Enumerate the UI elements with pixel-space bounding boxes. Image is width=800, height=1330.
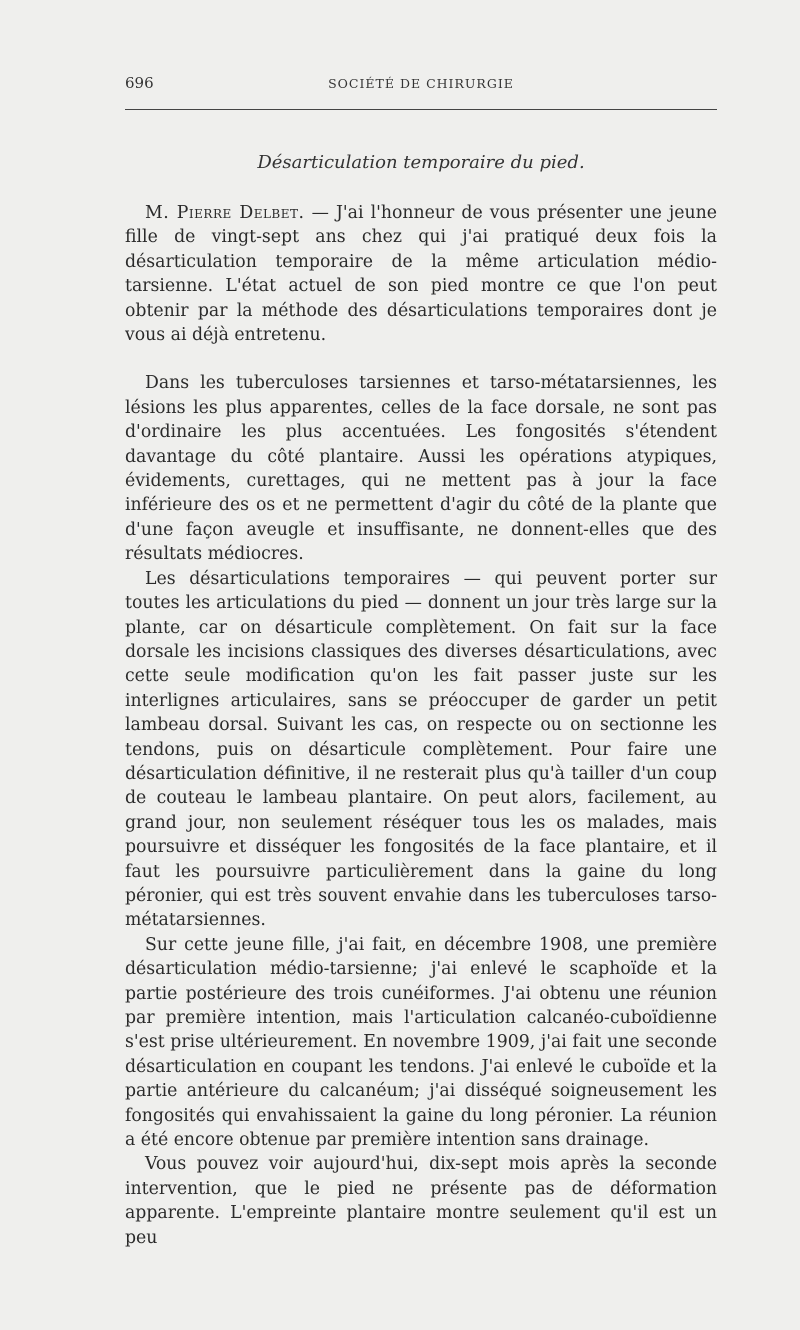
paragraph-5: Vous pouvez voir aujourd'hui, dix-sept mois après la seconde intervention, que le pied ne présente pas de déformation apparente. L'empreinte plantaire montre seulement qu'il est un peu (125, 1154, 717, 1248)
header-rule (125, 109, 717, 110)
page-number: 696 (125, 74, 154, 92)
paragraph-1 (125, 201, 717, 347)
body-text (125, 201, 717, 1250)
speaker-name: M. Pierre Delbet. (145, 203, 305, 223)
page-header (125, 74, 717, 96)
paragraph-4: Sur cette jeune fille, j'ai fait, en décembre 1908, une première désarticulation médio-tarsienne; j'ai enlevé le scaphoïde et la partie postérieure des trois cunéiformes. J'ai obtenu une réunion par première intention, mais l'articulation calcanéo-cuboïdienne s'est prise ultérieurement. En novembre 1909, j'ai fait une seconde désarticulation en coupant les tendons. J'ai enlevé le cuboïde et la partie antérieure du calcanéum; j'ai disséqué soigneusement les fongosités qui envahissaient la gaine du long péronier. La réunion a été encore obtenue par première intention sans drainage. (125, 934, 717, 1151)
running-head: SOCIÉTÉ DE CHIRURGIE (328, 76, 514, 91)
section-title: Désarticulation temporaire du pied. (257, 152, 585, 173)
paragraph-1-text: — J'ai l'honneur de vous présenter une jeune fille de vingt-sept ans chez qui j'ai pratiqué deux fois la désarticulation temporaire de la même articulation médio-tarsienne. L'état actuel de son pied montre ce que l'on peut obtenir par la méthode des désarticulations temporaires dont je vous ai déjà entretenu. (125, 203, 717, 346)
paragraph-3: Les désarticulations temporaires — qui peuvent porter sur toutes les articulations du pied — donnent un jour très large sur la plante, car on désarticule complètement. On fait sur la face dorsale les incisions classiques des diverses désarticulations, avec cette seule modification qu'on les fait passer juste sur les interlignes articulaires, sans se préoccuper de garder un petit lambeau dorsal. Suivant les cas, on respecte ou on sectionne les tendons, puis on désarticule complètement. Pour faire une désarticulation définitive, il ne resterait plus qu'à tailler d'un coup de couteau le lambeau plantaire. On peut alors, facilement, au grand jour, non seulement réséquer tous les os malades, mais poursuivre et disséquer les fongosités de la face plantaire, et il faut les poursuivre particulièrement dans la gaine du long péronier, qui est très souvent envahie dans les tuberculoses tarso-métatarsiennes. (125, 568, 717, 931)
paragraph-2: Dans les tuberculoses tarsiennes et tarso-métatarsiennes, les lésions les plus apparentes, celles de la face dorsale, ne sont pas d'ordinaire les plus accentuées. Les fongosités s'étendent davantage du côté plantaire. Aussi les opérations atypiques, évidements, curettages, qui ne mettent pas à jour la face inférieure des os et ne permettent d'agir du côté de la plante que d'une façon aveugle et insuffisante, ne donnent-elles que des résultats médiocres. (125, 373, 717, 565)
